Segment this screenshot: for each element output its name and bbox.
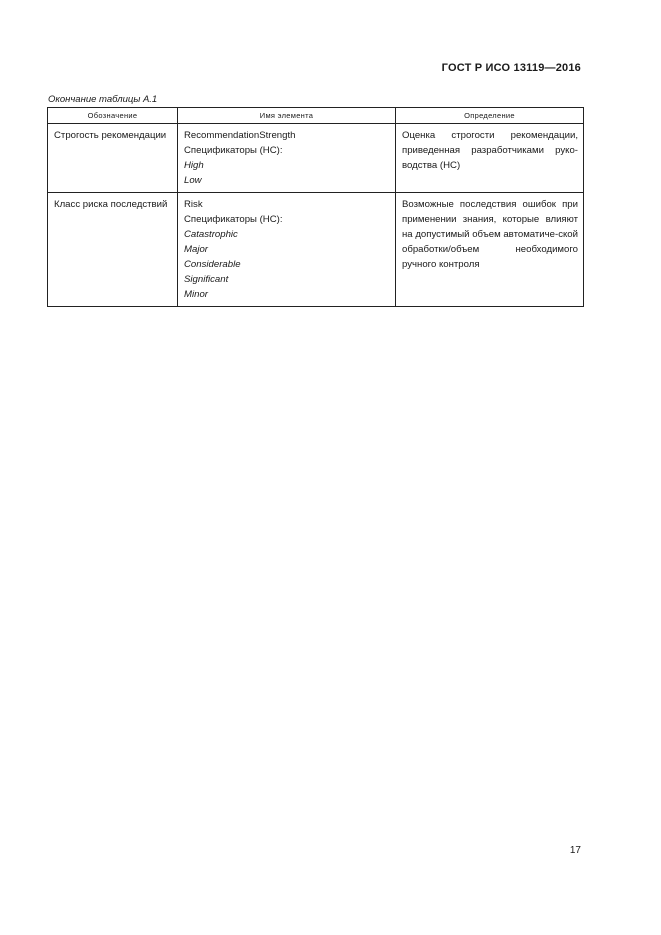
cell-definition: Оценка строгости рекомендации, приведенная разработчиками руко-водства (НС) bbox=[396, 124, 584, 193]
specifier-value: Major bbox=[184, 244, 208, 255]
specifier-value: Low bbox=[184, 175, 202, 186]
table-row bbox=[48, 193, 584, 307]
table-caption: Окончание таблицы А.1 bbox=[48, 94, 158, 105]
specifier-value: High bbox=[184, 160, 204, 171]
cell-element-name bbox=[178, 124, 396, 193]
definitions-table bbox=[47, 107, 584, 307]
specifier-value: Significant bbox=[184, 274, 229, 285]
table-header-row bbox=[48, 108, 584, 124]
cell-designation: Строгость рекомендации bbox=[48, 124, 178, 193]
specifier-value: Catastrophic bbox=[184, 229, 238, 240]
column-header-definition: Определение bbox=[396, 108, 584, 124]
table-row bbox=[48, 124, 584, 193]
element-name: Risk bbox=[184, 199, 203, 210]
cell-element-name bbox=[178, 193, 396, 307]
specifier-value: Minor bbox=[184, 289, 208, 300]
element-name: RecommendationStrength bbox=[184, 130, 296, 141]
cell-designation: Класс риска последствий bbox=[48, 193, 178, 307]
standard-header: ГОСТ Р ИСО 13119—2016 bbox=[441, 62, 581, 74]
page-number: 17 bbox=[569, 845, 581, 856]
specifier-value: Considerable bbox=[184, 259, 241, 270]
specifiers-label: Спецификаторы (НС): bbox=[184, 145, 283, 156]
cell-definition: Возможные последствия ошибок при применении знания, которые влияют на допустимый объем автоматиче-ской обработки/объем необходимого ручного контроля bbox=[396, 193, 584, 307]
column-header-designation: Обозначение bbox=[48, 108, 178, 124]
specifiers-label: Спецификаторы (НС): bbox=[184, 214, 283, 225]
column-header-element-name: Имя элемента bbox=[178, 108, 396, 124]
